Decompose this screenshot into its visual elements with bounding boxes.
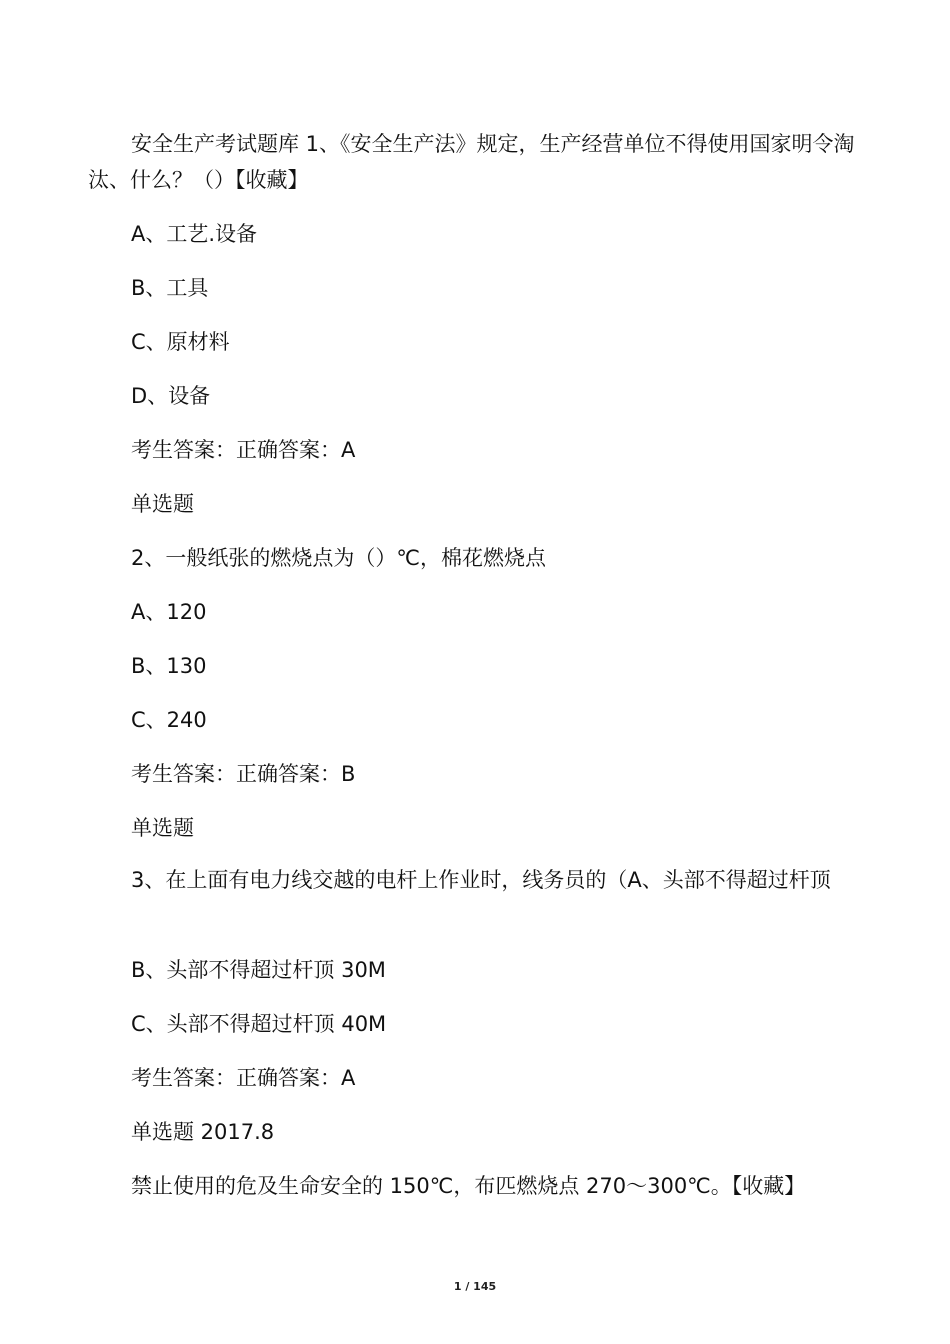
question-1-option-d: D、设备	[131, 384, 211, 408]
question-3-option-b: B、头部不得超过杆顶 30M	[131, 958, 386, 982]
question-1-option-c: C、原材料	[131, 330, 230, 354]
question-1-answer: 考生答案：正确答案：A	[131, 438, 356, 462]
continuation-text: 禁止使用的危及生命安全的 150℃，布匹燃烧点 270～300℃。【收藏】	[131, 1174, 806, 1198]
question-1-option-a: A、工艺.设备	[131, 222, 258, 246]
question-2-option-c: C、240	[131, 708, 207, 732]
question-1-text: 安全生产考试题库 1、《安全生产法》规定，生产经营单位不得使用国家明令淘汰、什么？（）【收藏】	[88, 132, 855, 192]
page-indicator: 1 / 145	[453, 1280, 497, 1293]
question-2-text: 2、一般纸张的燃烧点为（）℃，棉花燃烧点	[131, 546, 546, 570]
question-3-answer: 考生答案：正确答案：A	[131, 1066, 356, 1090]
question-2-type: 单选题	[131, 816, 194, 840]
question-2-answer: 考生答案：正确答案：B	[131, 762, 356, 786]
question-2-option-b: B、130	[131, 654, 207, 678]
question-1-option-b: B、工具	[131, 276, 209, 300]
question-3-type: 单选题 2017.8	[131, 1120, 275, 1144]
question-1-type: 单选题	[131, 492, 194, 516]
question-3-text: 3、在上面有电力线交越的电杆上作业时，线务员的（A、头部不得超过杆顶	[131, 868, 831, 892]
question-3-option-c: C、头部不得超过杆顶 40M	[131, 1012, 387, 1036]
question-2-option-a: A、120	[131, 600, 207, 624]
